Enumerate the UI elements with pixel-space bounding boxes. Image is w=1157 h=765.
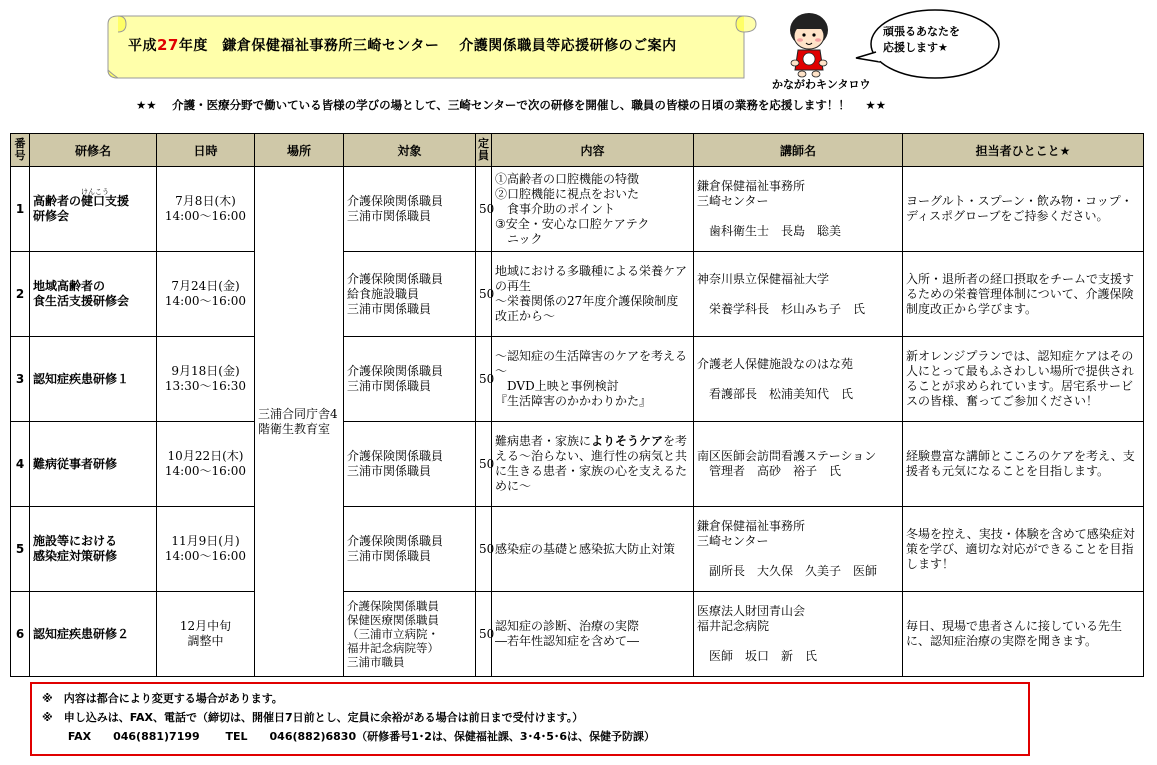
ruby-reading: けんこう [81, 188, 110, 196]
row-lecturer: 神奈川県立保健福祉大学 栄養学科長 杉山みち子 氏 [694, 252, 903, 337]
header-place: 場所 [255, 134, 344, 167]
table-row [11, 422, 1144, 507]
ruby-word: けんこう 健口 [81, 194, 105, 209]
row-lecturer: 医療法人財団青山会 福井記念病院 医師 坂口 新 氏 [694, 592, 903, 677]
row-content: 難病患者・家族によりそうケアを考える～治らない、進行性の病気と共に生きる患者・家族の心を支えるために～ [492, 422, 694, 507]
page-title: 平成27年度 鎌倉保健福祉事務所三崎センター 介護関係職員等応援研修のご案内 [128, 36, 677, 54]
row-comment: 経験豊富な講師とこころのケアを考え、支援者も元気になることを目指します。 [903, 422, 1144, 507]
header-date: 日時 [157, 134, 255, 167]
table-row [11, 507, 1144, 592]
subtitle: ★★ 介護・医療分野で働いている皆様の学びの場として、三崎センターで次の研修を開催し、職員の皆様の日頃の業務を応援します！！ ★★ [136, 98, 887, 112]
row-date: 12月中旬 調整中 [157, 592, 255, 677]
header-num: 番 号 [11, 134, 30, 167]
title-year: 27 [157, 36, 179, 54]
row-name: 認知症疾患研修２ [30, 592, 157, 677]
row-target: 介護保険関係職員 三浦市関係職員 [344, 167, 476, 252]
row-name: 地域高齢者の 食生活支援研修会 [30, 252, 157, 337]
table-header-row [11, 134, 1144, 167]
header-content: 内容 [492, 134, 694, 167]
notice-line-2: ※ 申し込みは、FAX、電話で（締切は、開催日7日前とし、定員に余裕がある場合は前日まで受付けます。） [42, 711, 584, 724]
notice-line-1: ※ 内容は都合により変更する場合があります。 [42, 692, 283, 705]
row-content: 認知症の診断、治療の実際 ―若年性認知症を含めて― [492, 592, 694, 677]
row-content: 感染症の基礎と感染拡大防止対策 [492, 507, 694, 592]
row-capacity: 50 [476, 592, 492, 677]
row-content: ～認知症の生活障害のケアを考える～ DVD上映と事例検討 『生活障害のかかわりかた』 [492, 337, 694, 422]
row-name: 施設等における 感染症対策研修 [30, 507, 157, 592]
header-capacity: 定 員 [476, 134, 492, 167]
row-date: 7月8日(木) 14:00～16:00 [157, 167, 255, 252]
content-emphasis: よりそうケア [591, 434, 664, 448]
header-name: 研修名 [30, 134, 157, 167]
row-comment: 冬場を控え、実技・体験を含めて感染症対策を学び、適切な対応ができることを目指します！ [903, 507, 1144, 592]
table-row [11, 167, 1144, 252]
row-target: 介護保険関係職員 保健医療関係職員 （三浦市立病院・ 福井記念病院等） 三浦市職員 [344, 592, 476, 677]
row-num: 1 [11, 167, 30, 252]
row-capacity: 50 [476, 167, 492, 252]
header-target: 対象 [344, 134, 476, 167]
table-row [11, 252, 1144, 337]
training-schedule-table [10, 133, 1144, 677]
row-date: 9月18日(金) 13:30～16:30 [157, 337, 255, 422]
row-lecturer: 介護老人保健施設なのはな苑 看護部長 松浦美知代 氏 [694, 337, 903, 422]
row-comment: 入所・退所者の経口摂取をチームで支援するための栄養管理体制について、介護保険制度改正から学びます。 [903, 252, 1144, 337]
row-num: 4 [11, 422, 30, 507]
row-lecturer: 鎌倉保健福祉事務所 三崎センター 副所長 大久保 久美子 医師 [694, 507, 903, 592]
header-lecturer: 講師名 [694, 134, 903, 167]
row-comment: 毎日、現場で患者さんに接している先生に、認知症治療の実際を聞きます。 [903, 592, 1144, 677]
row-name: 高齢者の けんこう 健口支援 研修会 [30, 167, 157, 252]
place-cell: 三浦合同庁舎4階衛生教育室 [255, 167, 344, 677]
notice-line-3: FAX 046(881)7199 TEL 046(882)6830（研修番号1･2は、保健福祉課、3･4･5･6は、保健予防課） [42, 730, 656, 743]
row-date: 11月9日(月) 14:00～16:00 [157, 507, 255, 592]
row-capacity: 50 [476, 252, 492, 337]
row-capacity: 50 [476, 337, 492, 422]
header-comment: 担当者ひとこと★ [903, 134, 1144, 167]
row-capacity: 50 [476, 507, 492, 592]
row-lecturer: 南区医師会訪問看護ステーション 管理者 高砂 裕子 氏 [694, 422, 903, 507]
row-num: 6 [11, 592, 30, 677]
row-comment: ヨーグルト・スプーン・飲み物・コップ・ディスポグローブをご持参ください。 [903, 167, 1144, 252]
row-num: 5 [11, 507, 30, 592]
row-target: 介護保険関係職員 三浦市関係職員 [344, 337, 476, 422]
notice-box [30, 682, 1030, 756]
row-capacity: 50 [476, 422, 492, 507]
bubble-text: 頑張るあなたを 応援します★ [883, 25, 960, 54]
row-content: 地域における多職種による栄養ケアの再生 ～栄養関係の27年度介護保険制度改正から～ [492, 252, 694, 337]
row-date: 7月24日(金) 14:00～16:00 [157, 252, 255, 337]
row-target: 介護保険関係職員 三浦市関係職員 [344, 422, 476, 507]
row-lecturer: 鎌倉保健福祉事務所 三崎センター 歯科衛生士 長島 聡美 [694, 167, 903, 252]
row-date: 10月22日(木) 14:00～16:00 [157, 422, 255, 507]
mascot-name: かながわキンタロウ [772, 78, 871, 91]
row-content: ①高齢者の口腔機能の特徴 ②口腔機能に視点をおいた 食事介助のポイント ③安全・安心な口腔ケアテク ニック [492, 167, 694, 252]
row-target: 介護保険関係職員 三浦市関係職員 [344, 507, 476, 592]
row-target: 介護保険関係職員 給食施設職員 三浦市関係職員 [344, 252, 476, 337]
row-num: 2 [11, 252, 30, 337]
row-name: 難病従事者研修 [30, 422, 157, 507]
row-num: 3 [11, 337, 30, 422]
row-name: 認知症疾患研修１ [30, 337, 157, 422]
table-row [11, 337, 1144, 422]
table-row [11, 592, 1144, 677]
row-comment: 新オレンジプランでは、認知症ケアはその人にとって最もふさわしい場所で提供されることが求められています。居宅系サービスの皆様、奮ってご参加ください！ [903, 337, 1144, 422]
